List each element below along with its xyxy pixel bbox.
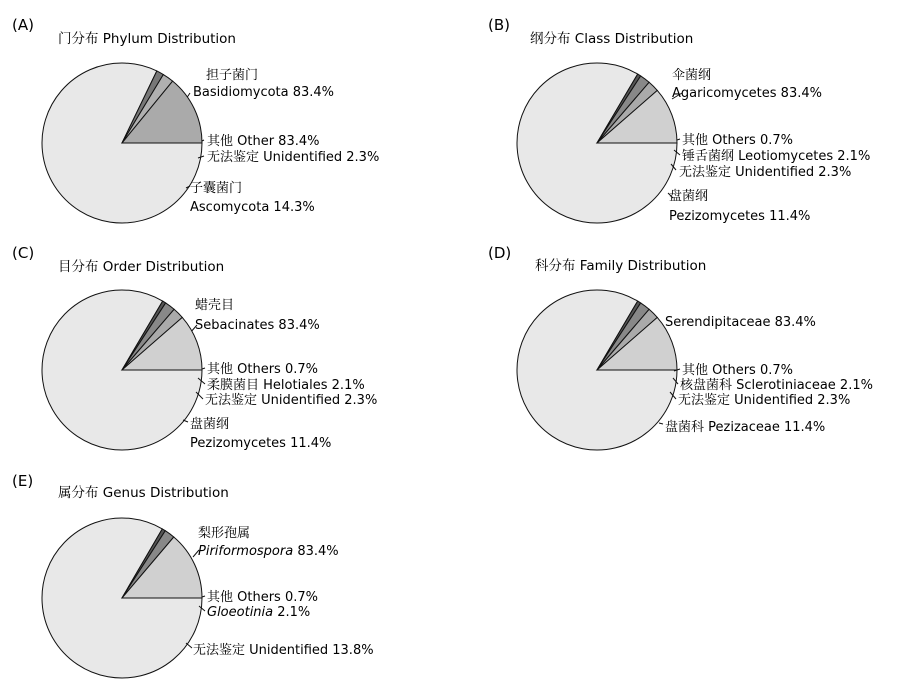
panel-title: 目分布 Order Distribution [58, 259, 225, 275]
panel-letter: (B) [488, 16, 510, 34]
slice-label-serendipitaceae: Serendipitaceae 83.4% [665, 315, 816, 330]
slice-label-unidentified: 无法鉴定 Unidentified 2.3% [679, 165, 852, 180]
slice-label-basidiomycota: Basidiomycota 83.4% [193, 85, 335, 100]
panel-title: 纲分布 Class Distribution [530, 31, 694, 47]
pie-panel-3 [12, 244, 377, 451]
pie-panel-5 [12, 472, 374, 678]
slice-label-gloeotinia: Gloeotinia 2.1% [207, 605, 311, 620]
pie-panel-2 [488, 16, 870, 224]
slice-label-sclerotiniaceae: 核盘菌科 Sclerotiniaceae 2.1% [680, 378, 873, 393]
slice-label-ascomycota: Ascomycota 14.3% [190, 200, 315, 215]
slice-label-sebacinates: Sebacinates 83.4% [195, 318, 320, 333]
panel-title: 门分布 Phylum Distribution [58, 31, 236, 47]
slice-label-other: 其他 Other 83.4% [207, 134, 320, 149]
slice-label-unidentified: 无法鉴定 Unidentified 13.8% [193, 643, 374, 658]
pie-panel-4 [488, 244, 873, 450]
slice-label-unidentified: 无法鉴定 Unidentified 2.3% [205, 393, 378, 408]
slice-label-pezizaceae: 盘菌科 Pezizaceae 11.4% [665, 420, 826, 435]
panel-title: 属分布 Genus Distribution [58, 485, 229, 501]
slice-label-sebacinates: 蜡壳目 [195, 298, 235, 313]
slice-label-agaricomycetes: 伞菌纲 [672, 68, 712, 83]
leader-line [659, 423, 663, 424]
slice-label-piriformospora: Piriformospora 83.4% [198, 544, 339, 559]
slice-label-pezizomycetes: Pezizomycetes 11.4% [669, 209, 811, 224]
panel-title: 科分布 Family Distribution [535, 258, 707, 274]
panel-letter: (A) [12, 16, 34, 34]
slice-label-agaricomycetes: Agaricomycetes 83.4% [672, 86, 822, 101]
slice-label-others: 其他 Others 0.7% [207, 590, 318, 605]
slice-label-leotiomycetes: 锤舌菌纲 Leotiomycetes 2.1% [682, 149, 871, 164]
slice-label-pezizomycetes: 盘菌纲 [669, 189, 709, 204]
slice-label-pezizomycetes: 盘菌纲 [190, 417, 230, 432]
slice-label-pezizomycetes: Pezizomycetes 11.4% [190, 436, 332, 451]
panel-letter: (D) [488, 244, 512, 262]
slice-label-others: 其他 Others 0.7% [207, 362, 318, 377]
slice-label-others: 其他 Others 0.7% [682, 133, 793, 148]
slice-label-unidentified: 无法鉴定 Unidentified 2.3% [207, 150, 380, 165]
slice-label-others: 其他 Others 0.7% [682, 363, 793, 378]
panel-letter: (E) [12, 472, 34, 490]
slice-label-basidiomycota: 担子菌门 [205, 68, 259, 83]
slice-label-ascomycota: 子囊菌门 [190, 181, 243, 196]
pie-panel-1 [12, 16, 379, 223]
slice-label-piriformospora: 梨形孢属 [198, 526, 251, 541]
panel-letter: (C) [12, 244, 35, 262]
slice-label-unidentified: 无法鉴定 Unidentified 2.3% [678, 393, 851, 408]
slice-label-helotiales: 柔膜菌目 Helotiales 2.1% [207, 378, 365, 393]
